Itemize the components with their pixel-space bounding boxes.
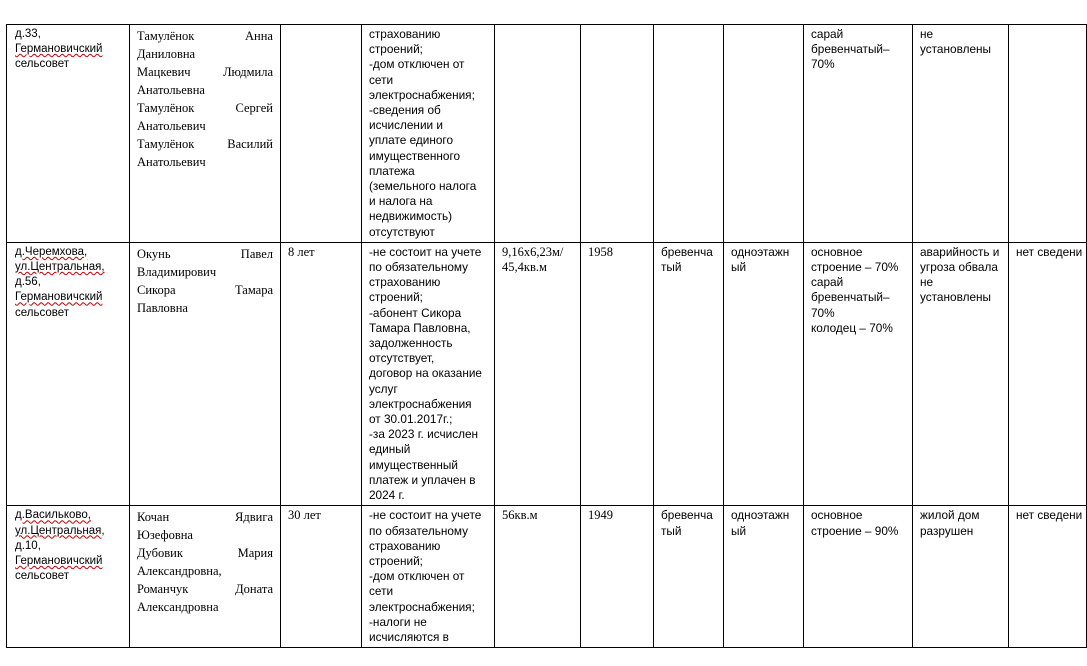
info-line: -не состоит на учете <box>369 244 482 259</box>
info-line: платежа <box>369 163 415 178</box>
owner-name-line <box>137 135 273 153</box>
owner-name-line <box>137 580 273 598</box>
info-line: -за 2023 г. исчислен <box>369 427 479 442</box>
info-line: строений; <box>369 42 423 57</box>
info-line: 2024 г. <box>369 488 405 503</box>
material-line: бревенча <box>661 244 713 259</box>
owners-cell <box>130 25 281 243</box>
defect-line: не <box>920 275 934 290</box>
material-line: бревенча <box>661 508 713 523</box>
info-line: -дом отключен от <box>369 57 465 72</box>
material-line: тый <box>661 523 682 538</box>
defect-line: жилой дом <box>920 508 980 523</box>
info-line: строений; <box>369 290 423 305</box>
owner-first-name: Ядвига <box>235 510 273 525</box>
floors-line: одноэтажн <box>731 508 790 523</box>
owner-surname: Романчук <box>137 582 189 597</box>
address-cell <box>7 242 130 505</box>
info-line: страхованию <box>369 538 441 553</box>
structures-cell <box>804 25 913 243</box>
owner-first-name: Людмила <box>223 65 273 79</box>
floors-line: одноэтажн <box>731 244 790 259</box>
owner-patronymic: Александровна, <box>137 564 222 579</box>
floors-cell <box>724 25 804 243</box>
info-line: исчислении и <box>369 118 443 133</box>
info-cell <box>362 25 495 243</box>
defect-line: установлены <box>920 290 992 305</box>
size-cell <box>495 25 581 243</box>
info-line: -не состоит на учете <box>369 508 482 523</box>
info-line: от 30.01.2017г.; <box>369 412 453 427</box>
structure-line: 70% <box>811 305 835 320</box>
defect-line: разрушен <box>920 523 974 538</box>
info-line: имущественного <box>369 148 461 163</box>
owner-surname: Тамулёнок <box>137 29 195 43</box>
table-row <box>7 506 1087 648</box>
info-line: задолженность <box>369 336 453 351</box>
info-line: страхованию <box>369 275 441 290</box>
floors-line: ый <box>731 260 747 275</box>
info-line: договор на оказание <box>369 366 482 381</box>
info-line: Тамара Павловна, <box>369 320 471 335</box>
material-cell <box>654 242 724 505</box>
floors-cell <box>724 242 804 505</box>
owners-cell <box>130 506 281 648</box>
owner-first-name: Павел <box>240 246 273 261</box>
address-line: сельсовет <box>15 570 70 583</box>
owner-first-name: Мария <box>237 546 273 561</box>
defect-line: аварийность и <box>920 244 1000 259</box>
structures-cell <box>804 506 913 648</box>
info-cell <box>362 506 495 648</box>
info-line: недвижимость) <box>369 209 453 224</box>
defect-line: не <box>920 27 934 41</box>
info-line: платеж и уплачен в <box>369 472 476 487</box>
year-built-cell: 1958 <box>581 242 654 505</box>
owners-cell <box>130 242 281 505</box>
owner-patronymic: Юзефовна <box>137 528 193 543</box>
address-cell <box>7 506 130 648</box>
address-line: Германовичский <box>15 43 103 56</box>
structure-line: бревенчатый– <box>811 290 890 305</box>
address-cell <box>7 25 130 243</box>
owner-surname: Тамулёнок <box>137 137 195 151</box>
address-line: сельсовет <box>15 306 70 319</box>
address-line: д.56, <box>15 276 41 289</box>
info-line: -сведения об <box>369 103 441 118</box>
info-cell <box>362 242 495 505</box>
address-line: д.33, <box>15 28 41 40</box>
structure-line: основное <box>811 508 863 523</box>
material-cell <box>654 506 724 648</box>
owner-name-line <box>137 99 273 117</box>
floors-line: ый <box>731 523 747 538</box>
owner-name-line <box>137 27 273 45</box>
extra-cell: нет сведени <box>1009 242 1087 505</box>
info-line: -абонент Сикора <box>369 305 462 320</box>
address-line: Германовичский <box>15 291 103 304</box>
structures-cell <box>804 242 913 505</box>
owner-name-line <box>137 245 273 263</box>
material-cell <box>654 25 724 243</box>
owner-surname: Мацкевич <box>137 65 191 79</box>
owner-patronymic: Владимирович <box>137 264 217 279</box>
owner-surname: Дубовик <box>137 546 183 561</box>
address-line: сельсовет <box>15 58 70 71</box>
size-line: 9,16х6,23м/ <box>502 244 564 259</box>
owner-patronymic: Даниловна <box>137 47 196 61</box>
structure-line: бревенчатый– <box>811 42 890 57</box>
structure-line: сарай <box>811 275 844 290</box>
info-line: -дом отключен от <box>369 569 465 584</box>
owner-patronymic: Александровна <box>137 600 219 615</box>
info-line: -налоги не <box>369 614 427 629</box>
info-line: электроснабжения; <box>369 599 475 614</box>
address-line: д.10, <box>15 539 41 552</box>
size-cell: 56кв.м <box>495 506 581 648</box>
info-line: страхованию <box>369 27 441 41</box>
table-row <box>7 25 1087 243</box>
years-cell <box>281 25 362 243</box>
owner-name-line <box>137 63 273 81</box>
extra-cell: нет сведени <box>1009 506 1087 648</box>
info-line: по обязательному <box>369 523 469 538</box>
defect-line: установлены <box>920 42 992 57</box>
owner-surname: Кочан <box>137 510 170 525</box>
owner-name-line <box>137 281 273 299</box>
owner-first-name: Анна <box>245 29 273 43</box>
years-cell: 30 лет <box>281 506 362 648</box>
address-line: ул.Центральная, <box>15 261 105 274</box>
structure-line: строение – 70% <box>811 260 899 275</box>
property-table <box>6 24 1087 648</box>
info-line: отсутствуют <box>369 224 435 239</box>
info-line: уплате единого <box>369 133 454 148</box>
structure-line: сарай <box>811 27 844 41</box>
defect-line: угроза обвала <box>920 260 998 275</box>
info-line: исчисляются в <box>369 629 449 644</box>
address-line: ул.Центральная, <box>15 524 105 537</box>
address-line: д.Васильково, <box>15 509 91 522</box>
owner-first-name: Доната <box>235 582 273 597</box>
owner-surname: Окунь <box>137 246 171 261</box>
defects-cell <box>913 242 1009 505</box>
structure-line: колодец – 70% <box>811 320 893 335</box>
info-line: электроснабжения <box>369 396 472 411</box>
address-line: д.Черемхова, <box>15 245 88 258</box>
owner-surname: Сикора <box>137 282 176 297</box>
extra-cell <box>1009 25 1087 243</box>
info-line: услуг <box>369 381 398 396</box>
structure-line: основное <box>811 244 863 259</box>
owner-name-line <box>137 544 273 562</box>
address-line: Германовичский <box>15 554 103 567</box>
owner-first-name: Сергей <box>235 101 273 115</box>
size-line: 45,4кв.м <box>502 260 547 275</box>
info-line: сети <box>369 72 394 87</box>
owner-patronymic: Анатольевич <box>137 155 206 169</box>
material-line: тый <box>661 260 682 275</box>
table-row <box>7 242 1087 505</box>
info-line: сети <box>369 584 394 599</box>
floors-cell <box>724 506 804 648</box>
owner-patronymic: Анатольевна <box>137 83 205 97</box>
years-cell: 8 лет <box>281 242 362 505</box>
year-built-cell: 1949 <box>581 506 654 648</box>
info-line: электроснабжения; <box>369 87 475 102</box>
info-line: единый <box>369 442 411 457</box>
info-line: отсутствует, <box>369 351 435 366</box>
info-line: имущественный <box>369 457 458 472</box>
year-built-cell <box>581 25 654 243</box>
structure-line: 70% <box>811 57 835 72</box>
defects-cell <box>913 506 1009 648</box>
info-line: (земельного налога <box>369 179 477 194</box>
info-line: строений; <box>369 553 423 568</box>
structure-line: строение – 90% <box>811 523 899 538</box>
owner-name-line <box>137 508 273 526</box>
info-line: по обязательному <box>369 260 469 275</box>
owner-first-name: Василий <box>227 137 273 151</box>
owner-first-name: Тамара <box>234 282 273 297</box>
owner-patronymic: Анатольевич <box>137 119 206 133</box>
size-cell <box>495 242 581 505</box>
defects-cell <box>913 25 1009 243</box>
owner-patronymic: Павловна <box>137 300 188 315</box>
owner-surname: Тамулёнок <box>137 101 195 115</box>
info-line: и налога на <box>369 194 433 209</box>
